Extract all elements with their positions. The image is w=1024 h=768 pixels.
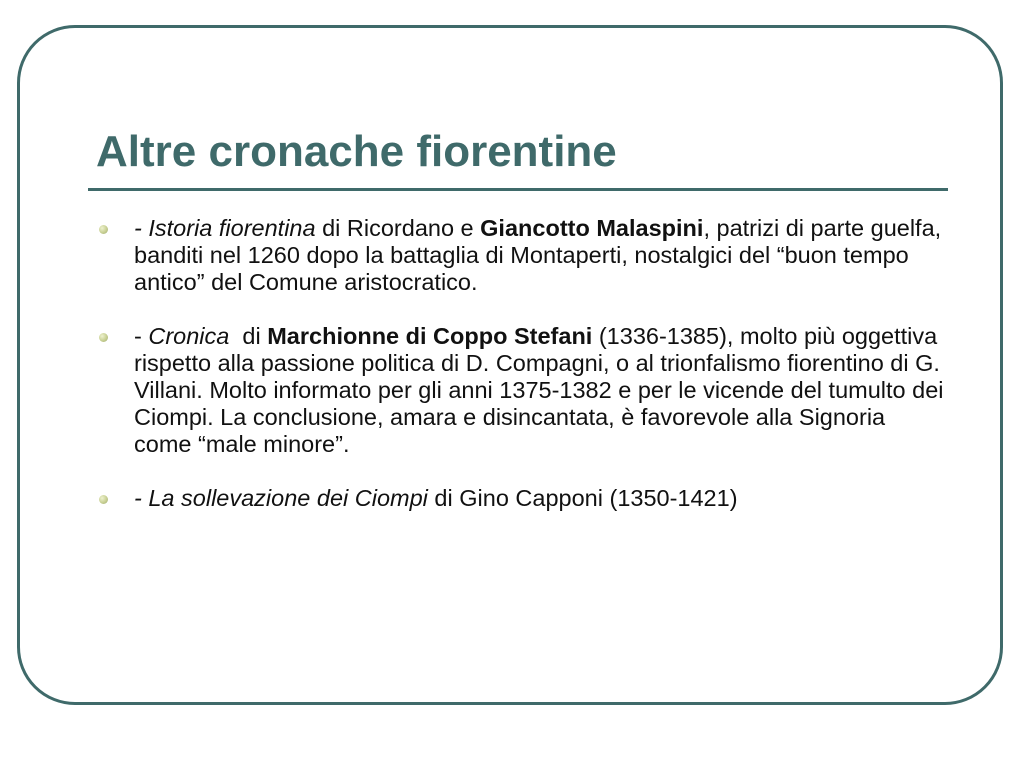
bullet-dot-icon	[99, 225, 108, 234]
bullet-connector: di	[229, 323, 268, 349]
title-underline	[88, 188, 948, 191]
bullet-dash: -	[134, 215, 149, 241]
bullet-connector: di Gino Capponi (1350-1421)	[427, 485, 738, 511]
bullet-item-sollevazione-ciompi	[96, 485, 946, 512]
slide-title: Altre cronache fiorentine	[96, 127, 617, 176]
author-name: Giancotto Malaspini	[480, 215, 704, 241]
bullet-dot-icon	[99, 495, 108, 504]
work-title: Cronica	[148, 323, 230, 349]
bullet-dot-icon	[99, 333, 108, 342]
bullet-dash: -	[134, 323, 149, 349]
bullet-item-istoria-fiorentina	[96, 215, 946, 296]
author-name: Marchionne di Coppo Stefani	[267, 323, 593, 349]
bullet-item-cronica	[96, 323, 946, 458]
bullet-text: (1336-1385), molto più oggettiva rispetto alla passione politica di D. Compagni, o al trionfalismo fiorentino di G. Villani. Molto informato per gli anni 1375-1382 e per le vicende del tumulto dei Ciompi. La conclusione, amara e disincantata, è favorevole alla Signoria come “male minore”.	[134, 323, 944, 457]
bullet-connector: di Ricordano e	[315, 215, 481, 241]
work-title: Istoria fiorentina	[148, 215, 316, 241]
bullet-text: , patrizi di parte guelfa, banditi nel 1260 dopo la battaglia di Montaperti, nostalgici del “buon tempo antico” del Comune aristocratico.	[134, 215, 942, 295]
work-title: La sollevazione dei Ciompi	[148, 485, 428, 511]
bullet-dash: -	[134, 485, 149, 511]
bullet-list	[96, 215, 946, 512]
